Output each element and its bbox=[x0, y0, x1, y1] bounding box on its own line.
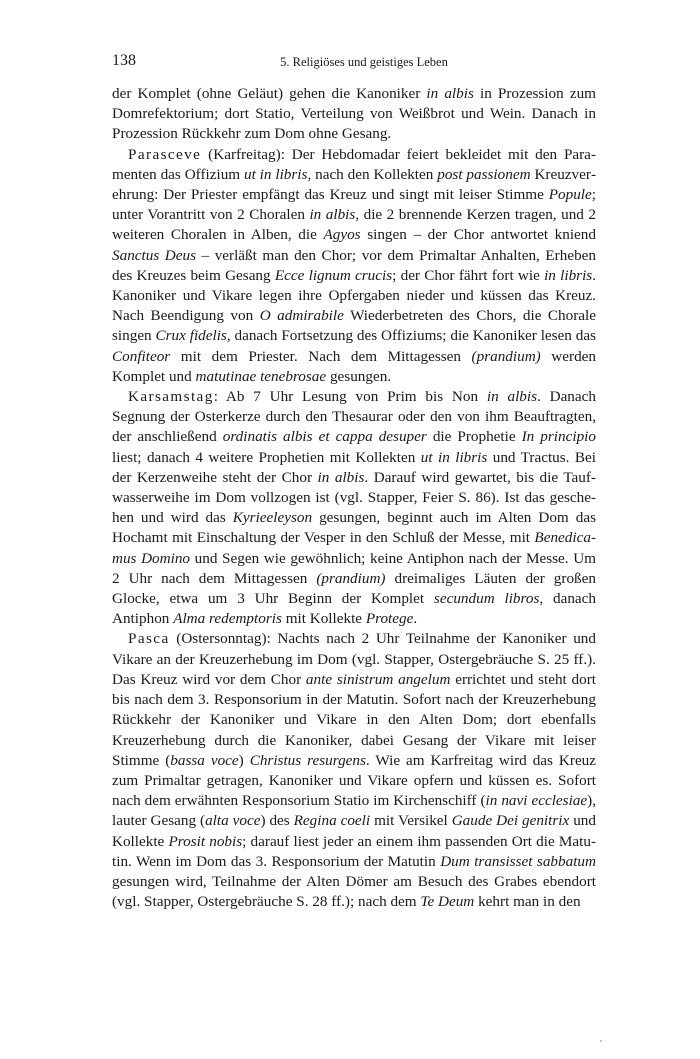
latin-phrase: (prandium) bbox=[316, 569, 386, 587]
text-run: . Darauf wird gewartet, bis die Taufwasserweihe im Dom vollzogen ist (vgl. Stapper, Feier S. 86). Ist das geschehen und wird das bbox=[112, 468, 597, 527]
latin-phrase: Kyrieeleyson bbox=[232, 509, 313, 527]
latin-phrase: in navi ecclesiae bbox=[485, 792, 588, 810]
feast-day-label: Parasceve bbox=[128, 145, 202, 163]
text-run: liest; danach 4 weitere Prophetien mit Kollekten bbox=[112, 448, 421, 466]
latin-phrase: (prandium) bbox=[471, 347, 541, 365]
latin-phrase: in albis bbox=[426, 85, 474, 102]
text-run: singen – der Chor antwortet kniend bbox=[360, 226, 596, 244]
latin-phrase: ut in libris bbox=[243, 165, 308, 183]
scan-speck bbox=[600, 1040, 602, 1042]
paragraph-komplet bbox=[112, 84, 596, 145]
latin-phrase: Alma redemptoris bbox=[173, 610, 282, 628]
latin-phrase: Benedicamus Domino bbox=[112, 529, 596, 567]
latin-phrase: Sanctus Deus bbox=[112, 246, 197, 264]
text-run: und Segen wie gewöhnlich; keine Antiphon nach der Messe. Um 2 Uhr nach dem Mittagessen bbox=[112, 549, 596, 587]
latin-phrase: Agyos bbox=[323, 226, 361, 244]
text-run: : Ab 7 Uhr Lesung von Prim bis Non bbox=[213, 388, 487, 406]
text-run: und Kollekte bbox=[112, 812, 596, 850]
latin-phrase: Crux fidelis bbox=[155, 327, 227, 345]
latin-phrase: ordinatis albis et cappa desuper bbox=[222, 428, 427, 446]
latin-phrase: ante sinistrum angelum bbox=[305, 670, 451, 688]
text-run: . bbox=[413, 610, 418, 628]
text-run: , nach den Kollekten bbox=[307, 165, 438, 183]
text-run: (Karfreitag): Der Hebdomadar feiert bekleidet mit den Paramenten das Offizium bbox=[112, 145, 596, 183]
latin-phrase: post passionem bbox=[437, 165, 531, 183]
text-run: . Danach Segnung der Osterkerze durch den Thesaurar oder den von ihm Beauftragten, der anschließend bbox=[112, 388, 596, 446]
latin-phrase: Te Deum bbox=[420, 893, 475, 911]
text-run: in Prozession zum Domrefektorium; dort Statio, Verteilung von Weißbrot und Wein. Danach in Prozession Rückkehr zum Dom ohne Gesang. bbox=[112, 85, 596, 143]
text-run: kehrt man in den bbox=[474, 893, 581, 911]
text-run: . Kanoniker und Vikare legen ihre Opfergaben nieder und küssen das Kreuz. Nach Beendigung von bbox=[112, 266, 596, 325]
book-page bbox=[112, 52, 596, 912]
text-run: ; unter Vorantritt von 2 Choralen bbox=[112, 186, 596, 224]
latin-phrase: Regina coeli bbox=[293, 812, 371, 830]
latin-phrase: matutinae tenebrosae bbox=[195, 367, 327, 385]
latin-phrase: Protege bbox=[365, 610, 414, 628]
text-run: , die 2 brennende Kerzen tragen, und 2 weiteren Choralen in Alben, die bbox=[112, 206, 596, 244]
running-title: 5. Religiöses und geistiges Leben bbox=[280, 55, 448, 69]
text-run: , danach Fortsetzung des Offiziums; die Kanoniker lesen das bbox=[226, 327, 596, 345]
body-text bbox=[112, 84, 596, 912]
feast-day-label: Karsamstag bbox=[128, 388, 214, 406]
text-run: ) des bbox=[260, 812, 294, 830]
text-run: mit Versikel bbox=[370, 812, 452, 830]
latin-phrase: Popule bbox=[548, 186, 592, 204]
text-run: werden Komplet und bbox=[112, 347, 596, 385]
text-run: Wiederbetreten des Chors, die Chorale singen bbox=[112, 307, 597, 345]
text-run: der Komplet (ohne Geläut) gehen die Kanoniker bbox=[112, 85, 427, 102]
latin-phrase: Christus resurgens bbox=[249, 751, 366, 769]
text-run: ), lauter Gesang ( bbox=[112, 792, 596, 830]
running-head bbox=[112, 52, 596, 78]
latin-phrase: Confiteor bbox=[112, 347, 171, 365]
text-run: und Tractus. Bei der Kerzenweihe steht der Chor bbox=[112, 448, 596, 486]
text-run: errichtet und steht dort bis nach dem 3. Responsorium in der Matutin. Sofort nach der Kreuzerhebung Rückkehr der Kanoniker und Vikare in den Alten Dom; dort ebenfalls Kreuzerhebung durch die Kanoniker, dabei Gesang der Vikare mit leiser Stimme ( bbox=[112, 670, 597, 769]
paragraph-karsamstag bbox=[112, 387, 596, 629]
latin-phrase: in libris bbox=[544, 266, 593, 284]
page-number: 138 bbox=[112, 52, 136, 69]
feast-day-label: Pasca bbox=[128, 630, 170, 648]
text-run: mit dem Priester. Nach dem Mittagessen bbox=[170, 347, 472, 365]
latin-phrase: in albis bbox=[317, 468, 365, 486]
text-run: gesungen wird, Teilnahme der Alten Dömer am Besuch des Grabes ebendort (vgl. Stapper, Ostergebräuche S. 28 ff.); nach dem bbox=[112, 872, 596, 911]
text-run: die Prophetie bbox=[426, 428, 522, 446]
latin-phrase: secundum libros bbox=[433, 590, 540, 608]
latin-phrase: in albis bbox=[486, 388, 538, 406]
latin-phrase: Dum transisset sabbatum bbox=[440, 852, 596, 870]
latin-phrase: bassa voce bbox=[170, 751, 239, 769]
latin-phrase: Gaude Dei genitrix bbox=[451, 812, 570, 830]
text-run: ; der Chor fährt fort wie bbox=[392, 266, 545, 284]
text-run: (Ostersonntag): Nachts nach 2 Uhr Teilnahme der Kanoniker und Vikare an der Kreuzerhebung im Dom (vgl. Stapper, Ostergebräuche S. 25 ff.). Das Kreuz wird vor dem Chor bbox=[112, 630, 596, 688]
latin-phrase: in albis bbox=[309, 206, 356, 224]
paragraph-pasca bbox=[112, 629, 596, 912]
text-run: gesungen, beginnt auch im Alten Dom das Hochamt mit Einschaltung der Vesper in den Schluß der Messe, mit bbox=[112, 509, 596, 547]
latin-phrase: O admirabile bbox=[259, 307, 344, 325]
text-run: – verläßt man den Chor; vor dem Primaltar Anhalten, Erheben des Kreuzes beim Gesang bbox=[112, 246, 596, 284]
text-run: ; darauf liest jeder an einem ihm passenden Ort die Matutin. Wenn im Dom das 3. Responsorium der Matutin bbox=[112, 832, 597, 870]
latin-phrase: Prosit nobis bbox=[168, 832, 243, 850]
text-run: dreimaliges Läuten der großen Glocke, etwa um 3 Uhr Beginn der Komplet bbox=[112, 569, 596, 608]
latin-phrase: In principio bbox=[521, 428, 596, 446]
text-run: gesungen. bbox=[326, 367, 392, 385]
text-run: . Wie am Karfreitag wird das Kreuz zum Primaltar getragen, Kanoniker und Vikare opfern und küssen es. Sofort nach dem erwähnten Responsorium Statio im Kirchenschiff ( bbox=[112, 751, 597, 810]
text-run: mit Kollekte bbox=[281, 610, 366, 628]
latin-phrase: ut in libris bbox=[420, 448, 488, 466]
paragraph-parasceve bbox=[112, 145, 596, 387]
latin-phrase: Ecce lignum crucis bbox=[274, 266, 393, 284]
latin-phrase: alta voce bbox=[205, 812, 261, 830]
text-run: ) bbox=[238, 751, 250, 769]
text-run: , danach Antiphon bbox=[112, 590, 596, 628]
text-run: Kreuzverehrung: Der Priester empfängt das Kreuz und singt mit leiser Stimme bbox=[112, 165, 596, 204]
